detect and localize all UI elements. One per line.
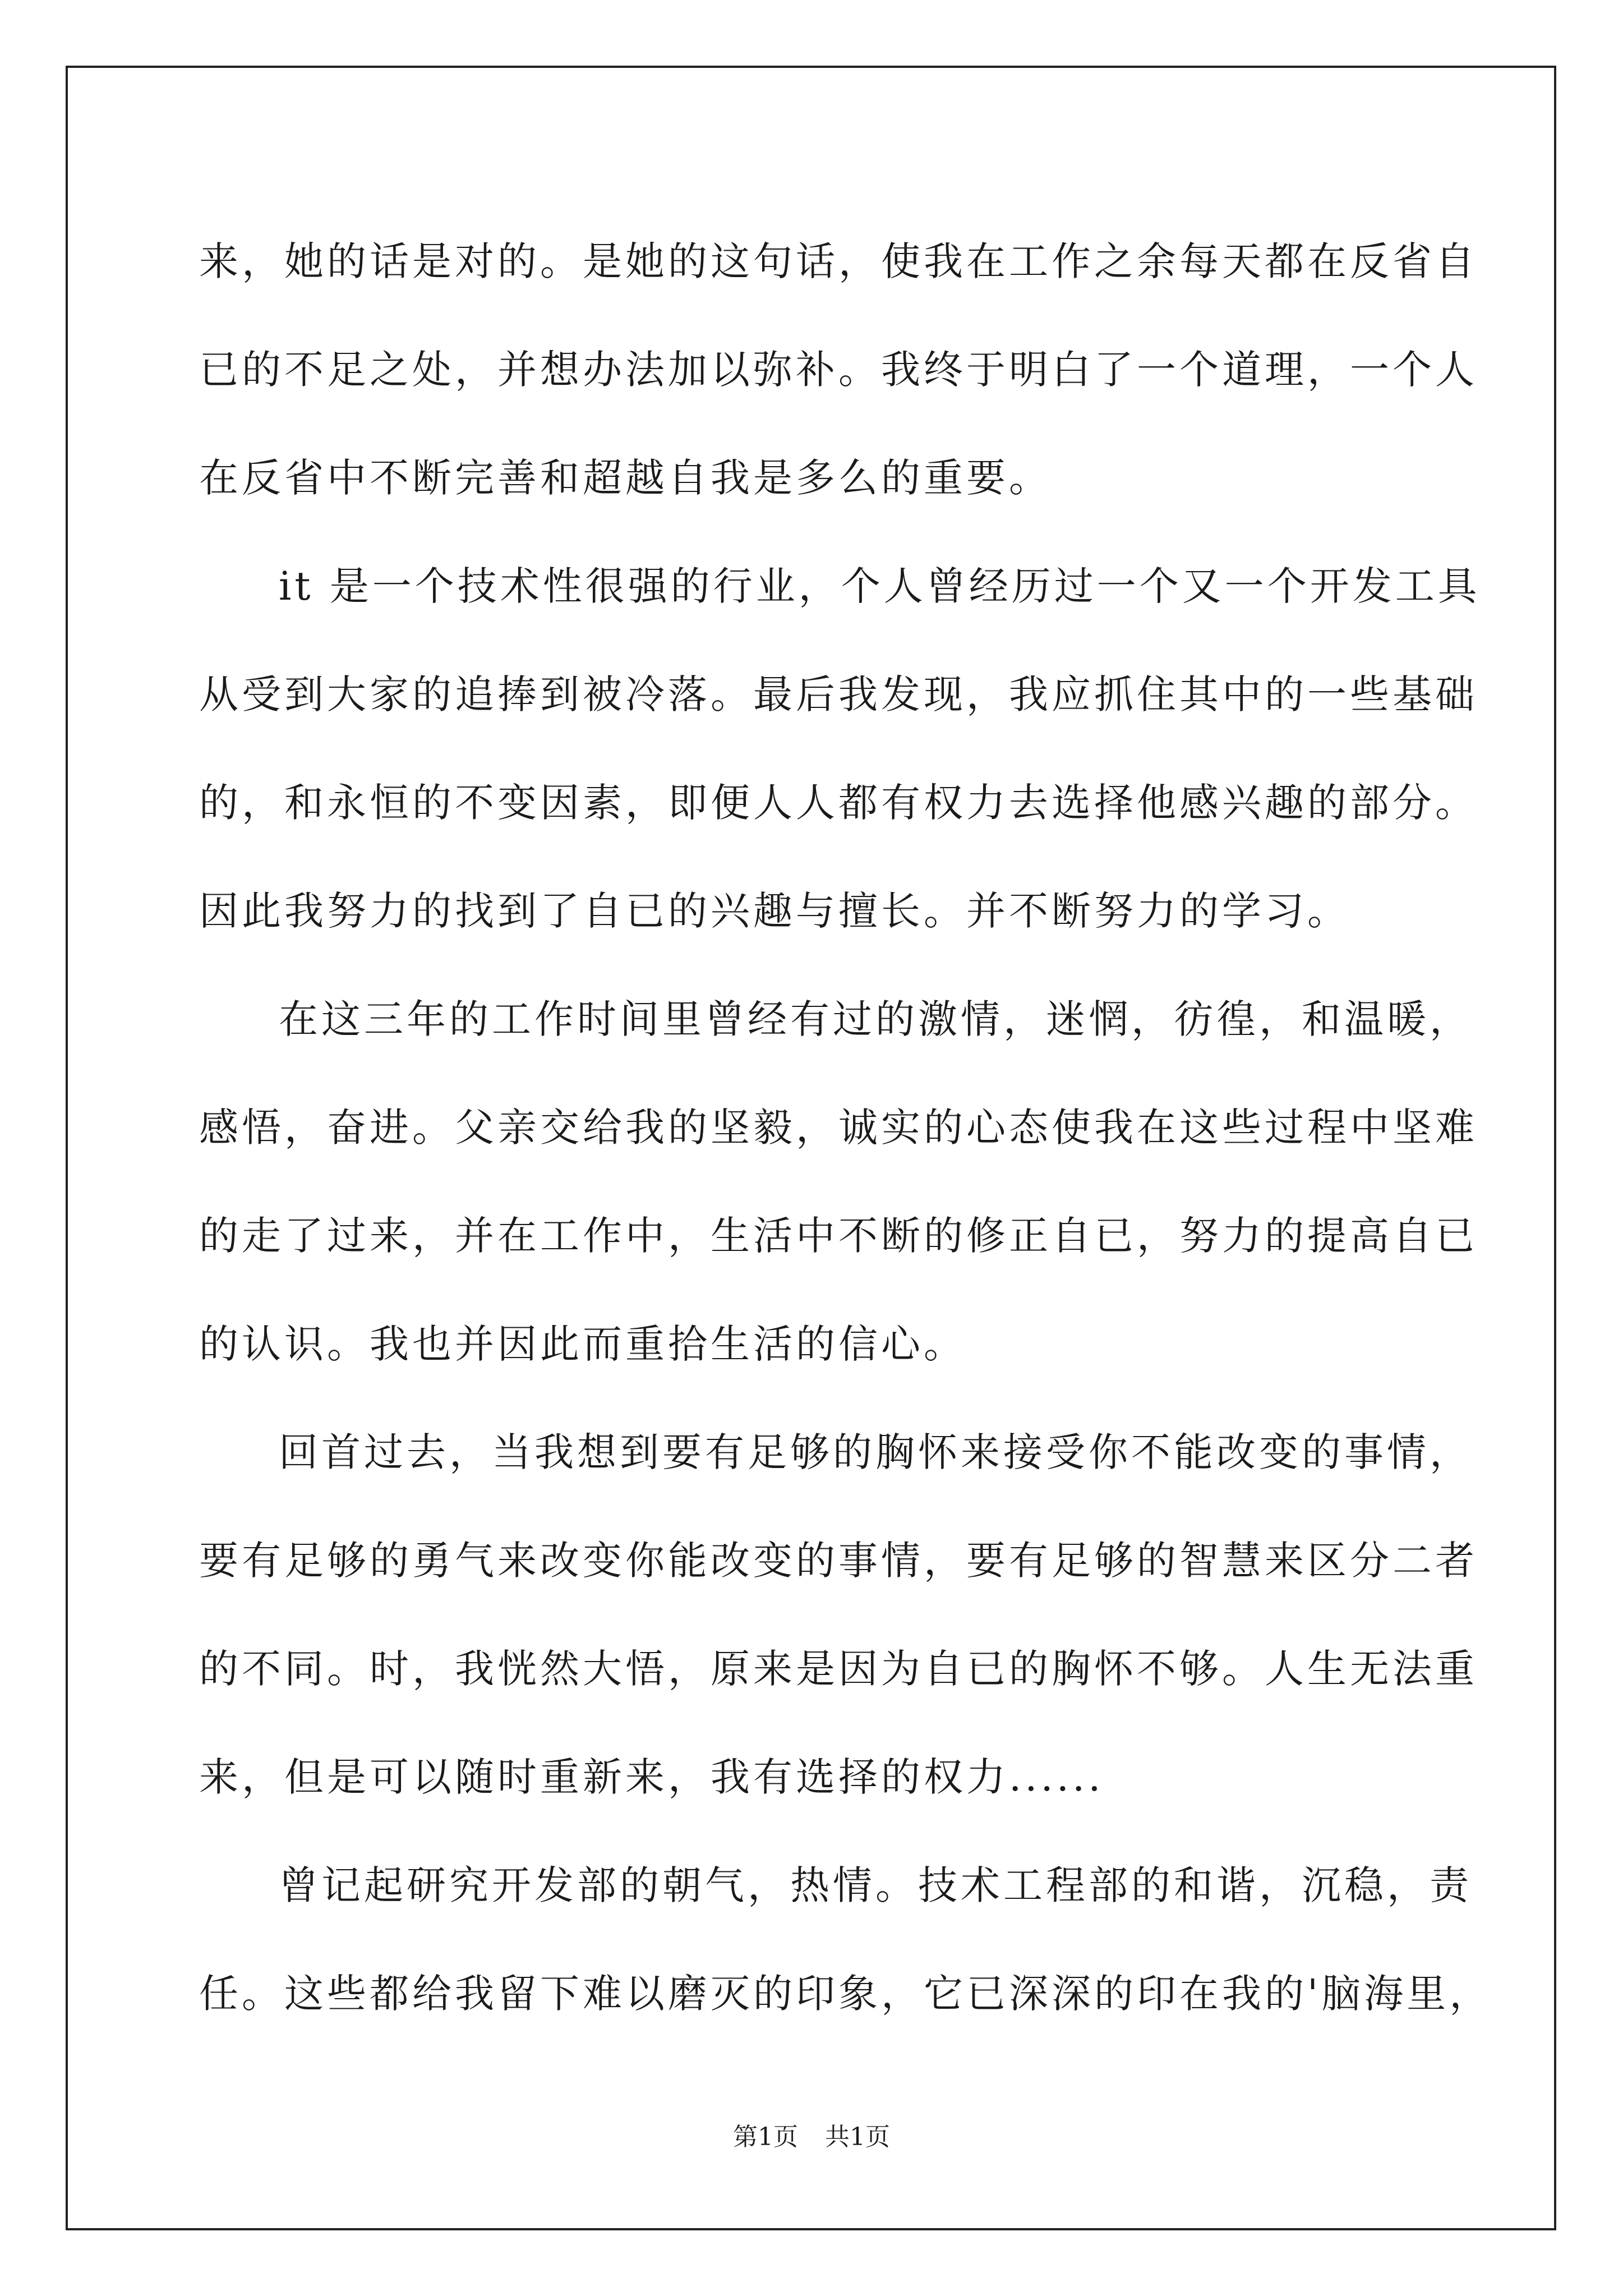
text-line: it 是一个技术性很强的行业，个人曾经历过一个又一个开发工具 bbox=[279, 563, 1481, 609]
text-line: 来，但是可以随时重新来，我有选择的权力...... bbox=[199, 1754, 1104, 1800]
text-line: 因此我努力的找到了自已的兴趣与擅长。并不断努力的学习。 bbox=[199, 888, 1350, 934]
text-line: 的不同。时，我恍然大悟，原来是因为自已的胸怀不够。人生无法重 bbox=[199, 1646, 1478, 1692]
text-line: 的认识。我也并因此而重拾生活的信心。 bbox=[199, 1321, 966, 1367]
page-footer bbox=[0, 2120, 1623, 2154]
page-number-current: 第1页 bbox=[733, 2123, 798, 2151]
text-line: 已的不足之处，并想办法加以弥补。我终于明白了一个道理，一个人 bbox=[199, 347, 1478, 393]
text-line: 感悟，奋进。父亲交给我的坚毅，诚实的心态使我在这些过程中坚难 bbox=[199, 1105, 1478, 1151]
text-line: 来，她的话是对的。是她的这句话，使我在工作之余每天都在反省自 bbox=[199, 238, 1478, 284]
paragraph-2 bbox=[199, 532, 1481, 965]
text-line: 在这三年的工作时间里曾经有过的激情，迷惘，彷徨，和温暖， bbox=[279, 996, 1472, 1042]
paragraph-3 bbox=[199, 965, 1478, 1398]
text-line: 要有足够的勇气来改变你能改变的事情，要有足够的智慧来区分二者 bbox=[199, 1538, 1478, 1584]
text-line: 曾记起研究开发部的朝气，热情。技术工程部的和谐，沉稳，责 bbox=[279, 1862, 1472, 1908]
text-line: 在反省中不断完善和超越自我是多么的重要。 bbox=[199, 455, 1052, 501]
text-line: 从受到大家的追捧到被冷落。最后我发现，我应抓住其中的一些基础 bbox=[199, 671, 1478, 717]
document-body bbox=[199, 208, 1492, 2048]
page-number-total: 共1页 bbox=[825, 2123, 890, 2151]
paragraph-5 bbox=[199, 1832, 1492, 2048]
text-line: 的，和永恒的不变因素，即便人人都有权力去选择他感兴趣的部分。 bbox=[199, 780, 1478, 826]
text-line: 回首过去，当我想到要有足够的胸怀来接受你不能改变的事情， bbox=[279, 1429, 1472, 1475]
paragraph-4 bbox=[199, 1398, 1478, 1832]
text-line: 任。这些都给我留下难以磨灭的印象，它已深深的印在我的'脑海里， bbox=[199, 1971, 1492, 2017]
paragraph-1 bbox=[199, 208, 1478, 532]
text-line: 的走了过来，并在工作中，生活中不断的修正自已，努力的提高自已 bbox=[199, 1213, 1478, 1259]
